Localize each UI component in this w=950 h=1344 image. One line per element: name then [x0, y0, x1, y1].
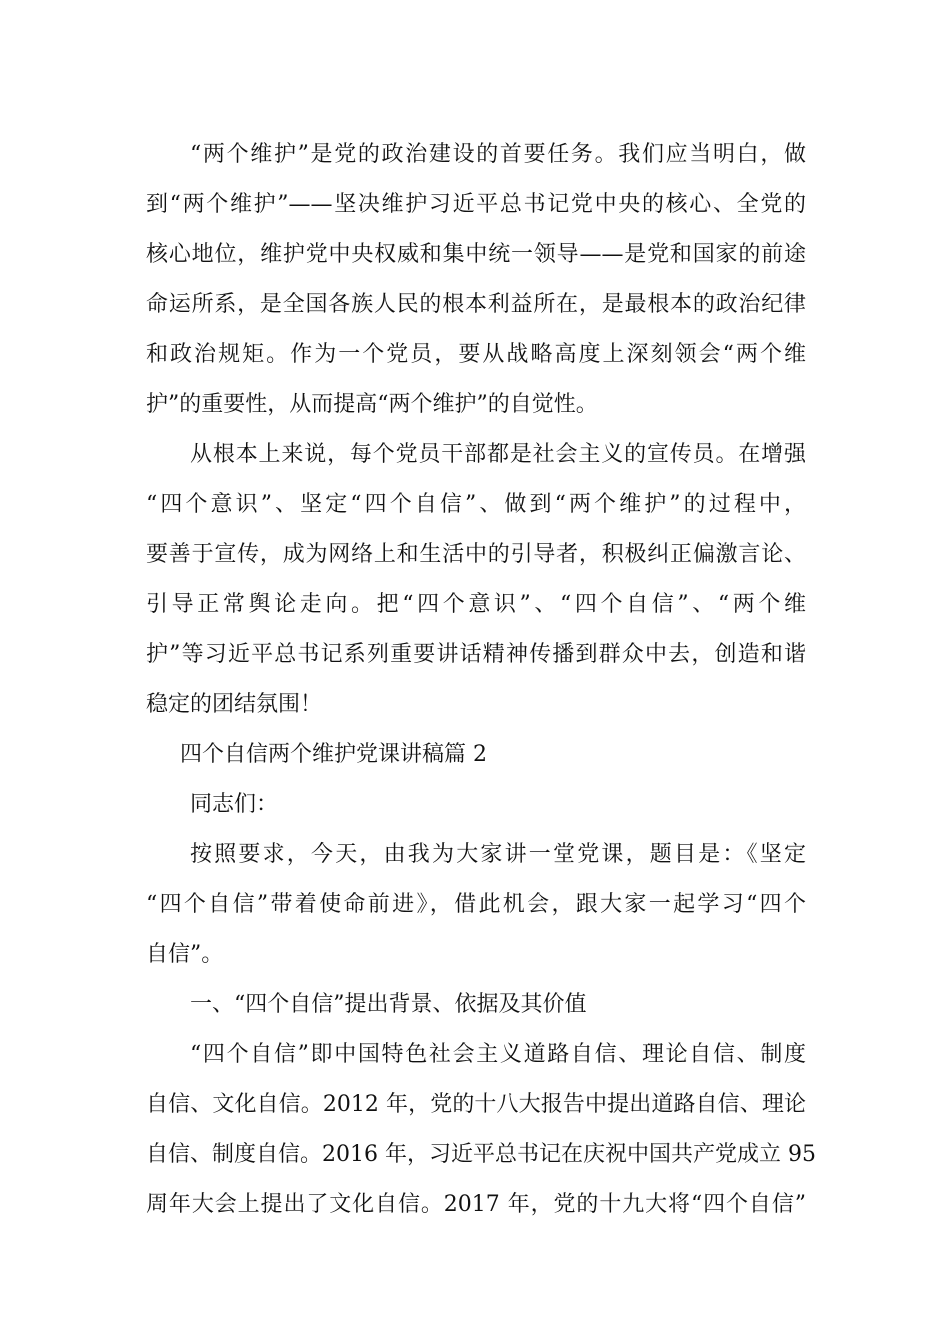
text-line: 自信、文化自信。2012 年，党的十八大报告中提出道路自信、理论	[146, 1092, 806, 1117]
text-line: 核心地位，维护党中央权威和集中统一领导——是党和国家的前途	[146, 242, 806, 267]
text-line: 护”的重要性，从而提高“两个维护”的自觉性。	[146, 392, 598, 417]
text-line: “两个维护”是党的政治建设的首要任务。我们应当明白，做	[190, 142, 806, 167]
text-line: 和政治规矩。作为一个党员，要从战略高度上深刻领会“两个维	[146, 342, 806, 367]
section-heading: 四个自信两个维护党课讲稿篇 2	[180, 742, 487, 767]
text-line: 周年大会上提出了文化自信。2017 年，党的十九大将“四个自信”	[146, 1192, 806, 1217]
text-line: 稳定的团结氛围！	[146, 692, 323, 717]
text-line: 引导正常舆论走向。把“四个意识”、“四个自信”、“两个维	[146, 592, 806, 617]
text-line: 护”等习近平总书记系列重要讲话精神传播到群众中去，创造和谐	[146, 642, 806, 667]
text-line: 到“两个维护”——坚决维护习近平总书记党中央的核心、全党的	[146, 192, 806, 217]
subheading: 一、“四个自信”提出背景、依据及其价值	[190, 992, 587, 1017]
text-line: 从根本上来说，每个党员干部都是社会主义的宣传员。在增强	[190, 442, 806, 467]
text-line: “四个自信”即中国特色社会主义道路自信、理论自信、制度	[190, 1042, 806, 1067]
text-line: 自信、制度自信。2016 年，习近平总书记在庆祝中国共产党成立 95	[146, 1142, 816, 1167]
salutation: 同志们：	[190, 792, 279, 817]
document-body	[146, 130, 816, 1230]
text-line: 要善于宣传，成为网络上和生活中的引导者，积极纠正偏激言论、	[146, 542, 806, 567]
text-line: 命运所系，是全国各族人民的根本利益所在，是最根本的政治纪律	[146, 292, 806, 317]
text-line: “四个自信”带着使命前进》，借此机会，跟大家一起学习“四个	[146, 892, 806, 917]
text-line: “四个意识”、坚定“四个自信”、做到“两个维护”的过程中，	[146, 492, 806, 517]
text-line: 按照要求，今天，由我为大家讲一堂党课，题目是：《坚定	[190, 842, 806, 867]
text-line: 自信”。	[146, 942, 224, 967]
